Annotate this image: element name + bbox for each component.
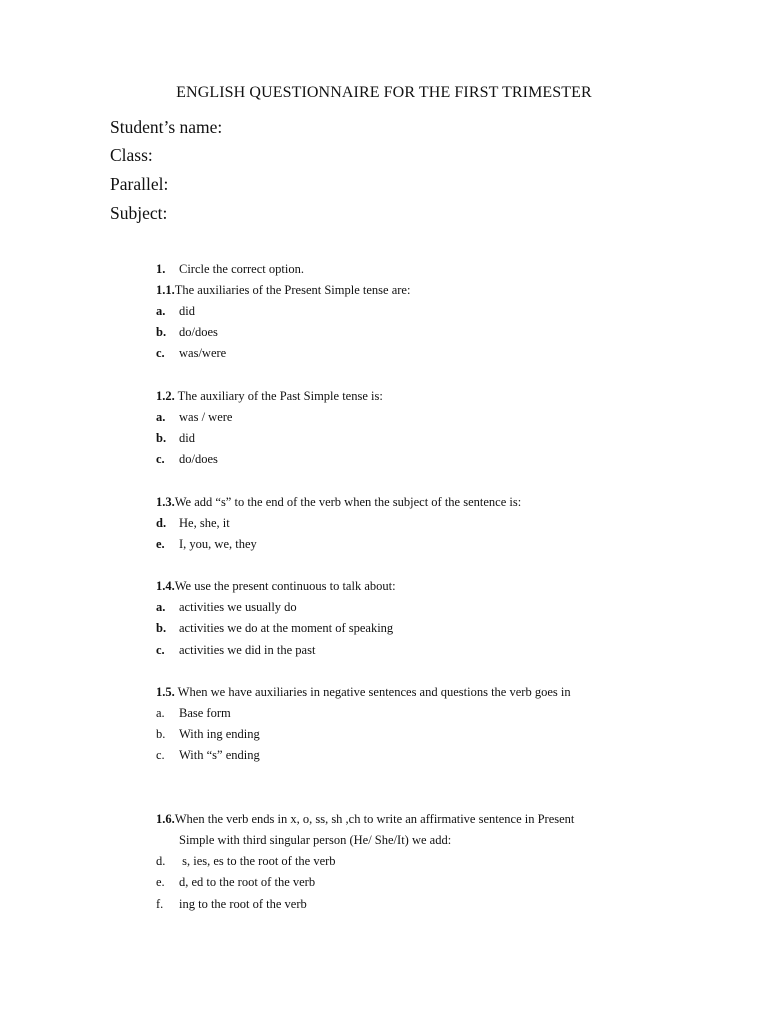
question-1-3: [156, 494, 521, 510]
question-text-continuation: Simple with third singular person (He/ She/It) we add:: [179, 833, 452, 847]
question-1-4: [156, 578, 396, 594]
option-text: He, she, it: [179, 516, 230, 530]
question-text: We use the present continuous to talk about:: [174, 579, 396, 593]
option[interactable]: [156, 874, 315, 890]
option[interactable]: [156, 599, 297, 615]
option-letter: c.: [156, 346, 165, 360]
option-letter: a.: [156, 304, 166, 318]
option-text: ing to the root of the verb: [179, 897, 307, 911]
option-letter: b.: [156, 727, 166, 741]
option-text: was / were: [179, 410, 233, 424]
section-number: 1.: [156, 262, 166, 276]
option-letter: a.: [156, 410, 166, 424]
option-text: activities we did in the past: [179, 643, 316, 657]
question-number: 1.3.: [156, 495, 175, 509]
option-text: s, ies, es to the root of the verb: [179, 854, 336, 868]
option[interactable]: [156, 896, 307, 912]
option-text: activities we usually do: [179, 600, 297, 614]
option-text: do/does: [179, 452, 218, 466]
option-letter: a.: [156, 706, 165, 720]
option-letter: a.: [156, 600, 166, 614]
parallel-label: Parallel:: [110, 174, 169, 194]
option[interactable]: [156, 705, 231, 721]
option[interactable]: [156, 642, 315, 658]
document-title: ENGLISH QUESTIONNAIRE FOR THE FIRST TRIMESTER: [176, 84, 592, 101]
section-instruction: Circle the correct option.: [179, 262, 304, 276]
option-letter: e.: [156, 537, 165, 551]
question-number: 1.6.: [156, 812, 175, 826]
option[interactable]: [156, 451, 218, 467]
question-text: We add “s” to the end of the verb when the subject of the sentence is:: [174, 495, 522, 509]
question-1-1: [156, 282, 410, 298]
question-text: When the verb ends in x, o, ss, sh ,ch to write an affirmative sentence in Present: [174, 812, 575, 826]
option-letter: e.: [156, 875, 165, 889]
option-text: did: [179, 304, 195, 318]
option[interactable]: [156, 324, 218, 340]
option-letter: d.: [156, 516, 167, 530]
option[interactable]: [156, 430, 195, 446]
question-number: 1.1.: [156, 283, 175, 297]
option-letter: f.: [156, 897, 164, 911]
option-letter: b.: [156, 431, 167, 445]
option-text: With ing ending: [179, 727, 260, 741]
question-number: 1.4.: [156, 579, 175, 593]
question-text: The auxiliaries of the Present Simple tense are:: [174, 283, 411, 297]
option-text: d, ed to the root of the verb: [179, 875, 316, 889]
option-letter: c.: [156, 643, 165, 657]
option-letter: c.: [156, 452, 165, 466]
option[interactable]: [156, 345, 226, 361]
option[interactable]: [156, 303, 195, 319]
question-number: 1.5.: [156, 685, 175, 699]
option[interactable]: [156, 409, 232, 425]
subject-label: Subject:: [110, 203, 168, 223]
option-text: activities we do at the moment of speaking: [179, 621, 394, 635]
option-text: Base form: [179, 706, 231, 720]
option-text: With “s” ending: [179, 748, 260, 762]
option-letter: c.: [156, 748, 165, 762]
option[interactable]: [156, 726, 260, 742]
option[interactable]: [156, 536, 257, 552]
option-text: was/were: [179, 346, 227, 360]
option[interactable]: [156, 853, 336, 869]
option[interactable]: [156, 515, 230, 531]
question-1-5: [156, 684, 571, 700]
option-letter: d.: [156, 854, 166, 868]
question-1-2: [156, 388, 383, 404]
question-text: The auxiliary of the Past Simple tense is:: [174, 389, 383, 403]
option-text: did: [179, 431, 195, 445]
question-text: When we have auxiliaries in negative sentences and questions the verb goes in: [174, 685, 571, 699]
section-heading: [156, 261, 304, 277]
option-text: do/does: [179, 325, 218, 339]
class-label: Class:: [110, 145, 153, 165]
question-1-6: [156, 811, 574, 827]
option-text: I, you, we, they: [179, 537, 257, 551]
option[interactable]: [156, 747, 260, 763]
option-letter: b.: [156, 325, 167, 339]
option-letter: b.: [156, 621, 167, 635]
question-number: 1.2.: [156, 389, 175, 403]
option[interactable]: [156, 620, 393, 636]
student-name-label: Student’s name:: [110, 117, 223, 137]
